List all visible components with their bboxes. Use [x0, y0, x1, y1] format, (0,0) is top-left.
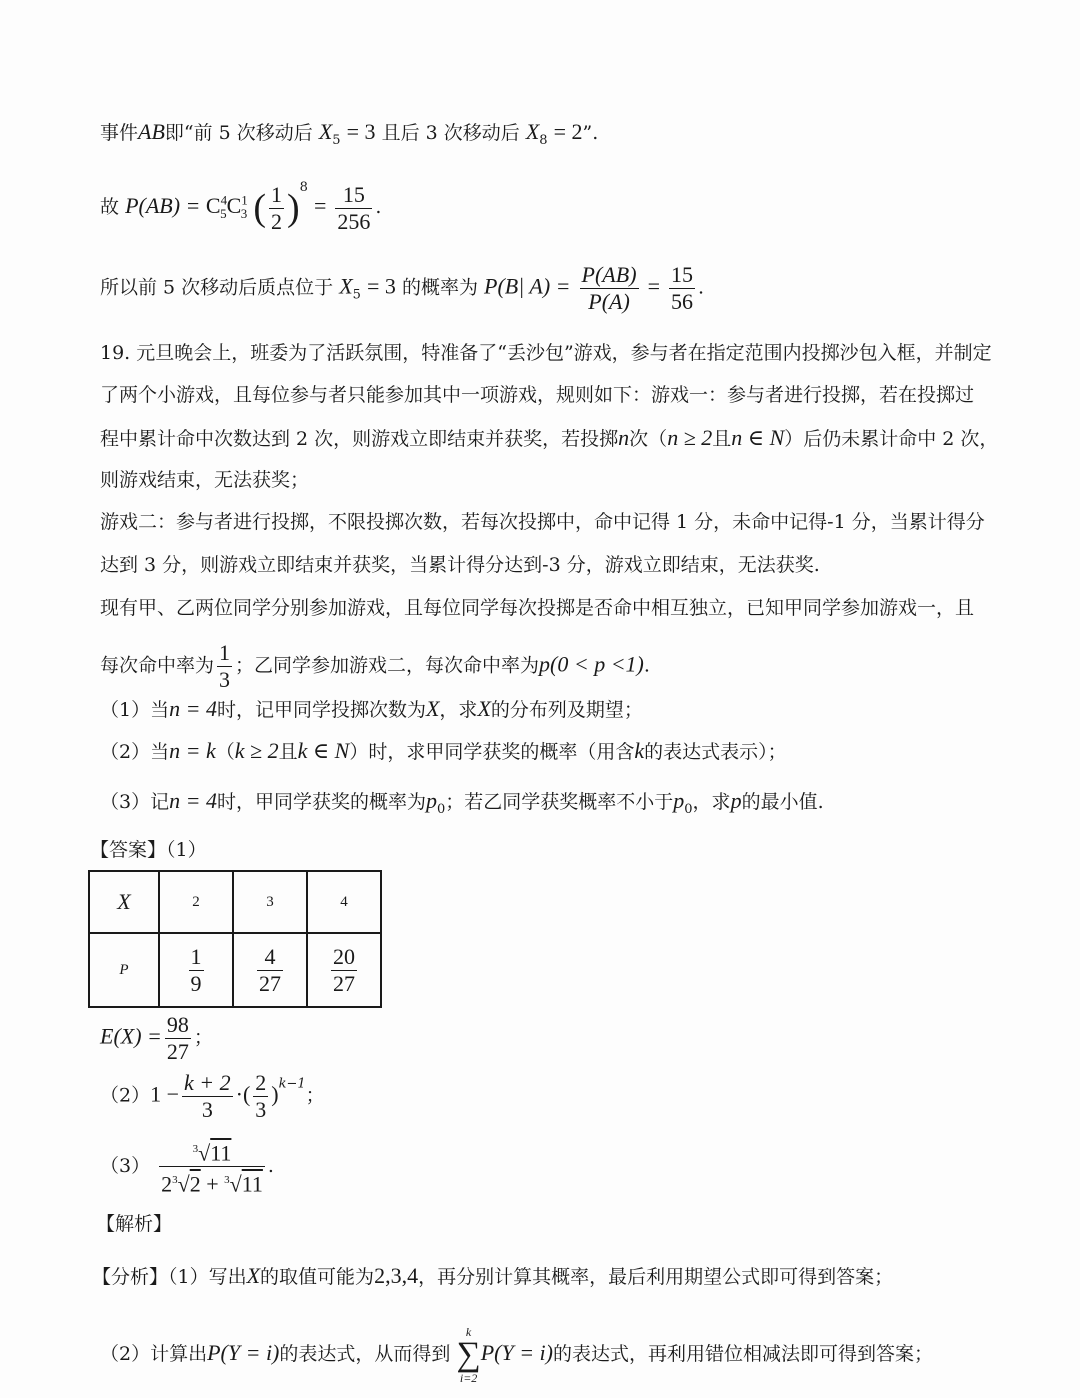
equals: = [647, 273, 660, 299]
fraction-15-56: $\frac{15}{56}$ [671, 262, 694, 314]
fraction-one-third: $\frac{1}{3}$ [219, 640, 231, 692]
table-cell: $\frac{4}{27}$ [233, 933, 307, 1007]
q19-line-4: 则游戏结束，无法获奖； [100, 469, 310, 491]
table-cell: 2 [159, 871, 233, 933]
table-row [89, 933, 381, 1007]
period: . [698, 276, 705, 299]
analysis-1: 【分析】（1）写出X的取值可能为2,3,4，再分别计算其概率，最后利用期望公式即可得到答案； [92, 1263, 894, 1288]
table-cell: 3 [233, 871, 307, 933]
q19-line-5: 游戏二：参与者进行投掷，不限投掷次数，若每次投掷中，命中记得 1 分，未命中记得-1 分，当累计得分 [100, 511, 985, 533]
math-eq: = 2 [553, 119, 583, 144]
q19-line-8: 每次命中率为 $\frac{1}{3}$ ；乙同学参加游戏二，每次命中率为p(0 < p <1). [100, 640, 650, 692]
math-ab: AB [138, 119, 165, 144]
text: 所以前 5 次移动后质点位于 [100, 276, 334, 299]
subquestion-1: （1）当n = 4时，记甲同学投掷次数为X，求X的分布列及期望； [100, 696, 643, 721]
text: 即“前 5 次移动后 [164, 122, 313, 144]
fraction-pab-pa: $\frac{P(AB)}{P(A)}$ [581, 262, 637, 314]
exponent: 8 [299, 180, 308, 195]
table-cell: $\frac{1}{9}$ [159, 933, 233, 1007]
combination-c54: $C^4_5$ [205, 192, 228, 222]
text: 事件 [100, 122, 139, 144]
text: ”. [582, 122, 599, 144]
q19-line-7: 现有甲、乙两位同学分别参加游戏，且每位同学每次投掷是否命中相互独立，已知甲同学参加游戏一，且 [100, 597, 975, 619]
right-paren: ) [286, 187, 300, 229]
fraction-cbrt: $\frac{^3√11}{2^3√2 + ^3√11}$ [159, 1136, 265, 1198]
table-cell: 4 [307, 871, 381, 933]
answer-label: 【答案】（1） [90, 839, 207, 861]
conditional-prob-line [100, 262, 704, 315]
math-x: X [339, 273, 353, 299]
q19-line-2: 了两个小游戏，且每位参与者只能参加其中一项游戏，规则如下：游戏一：参与者进行投掷，若在投掷过 [100, 384, 975, 406]
subscript: 8 [539, 132, 548, 148]
q19-line-1: 19. 元旦晚会上，班委为了活跃氛围，特准备了“丢沙包”游戏，参与者在指定范围内投掷沙包入框，并制定 [100, 342, 992, 364]
fraction-15-256: $\frac{15}{256}$ [337, 181, 371, 234]
math-x: X [525, 119, 540, 144]
left-paren: ( [253, 187, 266, 229]
expectation-line: E(X) = $\frac{98}{27}$ ； [100, 1012, 213, 1064]
table-row [89, 871, 381, 933]
combination-c31: $C^1_3$ [226, 192, 248, 222]
q19-line-3: 程中累计命中次数达到 2 次，则游戏立即结束并获奖，若投掷n次（n ≥ 2且n ∈ N）后仍未累计命中 2 次， [100, 425, 999, 450]
text: 故 [100, 196, 120, 218]
event-ab-line [100, 118, 598, 155]
math-pba: P(B| A) = [484, 273, 571, 299]
table-cell: P [89, 933, 159, 1007]
distribution-table [88, 870, 382, 1008]
answer-2: （2）1 − $\frac{k + 2}{3}$ ·( $\frac{2}{3}$ )$^{k-1}$； [100, 1070, 325, 1122]
period: . [375, 196, 382, 218]
table-cell: $\frac{20}{27}$ [307, 933, 381, 1007]
math-eq: = 3 [367, 273, 396, 299]
text: 且后 3 次移动后 [381, 122, 520, 144]
equals: = [313, 193, 327, 218]
answer-3: （3） $\frac{^3√11}{2^3√2 + ^3√11}$ . [100, 1136, 274, 1198]
analysis-label: 【解析】 [96, 1213, 173, 1235]
fraction-half: $\frac{1}{2}$ [270, 181, 282, 234]
summation: k ∑ i=2 [456, 1325, 481, 1385]
q19-line-6: 达到 3 分，则游戏立即结束并获奖，当累计得分达到-3 分，游戏立即结束，无法获奖. [100, 554, 820, 576]
subquestion-2: （2）当n = k（k ≥ 2且k ∈ N）时，求甲同学获奖的概率（用含k的表达式表示）； [100, 738, 787, 763]
math-eq: = 3 [346, 119, 376, 144]
subquestion-3: （3）记n = 4时，甲同学获奖的概率为$p_0$；若乙同学获奖概率不小于$p_0$，求p的最小值. [100, 788, 824, 817]
p-ab-line [100, 174, 381, 235]
subscript: 5 [332, 132, 341, 148]
text: 的概率为 [401, 276, 478, 299]
math-x: X [318, 119, 333, 144]
subscript: 5 [352, 287, 361, 303]
table-cell: X [89, 871, 159, 933]
math-pab: P(AB) = [125, 193, 206, 218]
analysis-2: （2）计算出P(Y = i)的表达式，从而得到 k ∑ i=2 P(Y = i)的表达式，再利用错位相减法即可得到答案； [100, 1325, 934, 1385]
